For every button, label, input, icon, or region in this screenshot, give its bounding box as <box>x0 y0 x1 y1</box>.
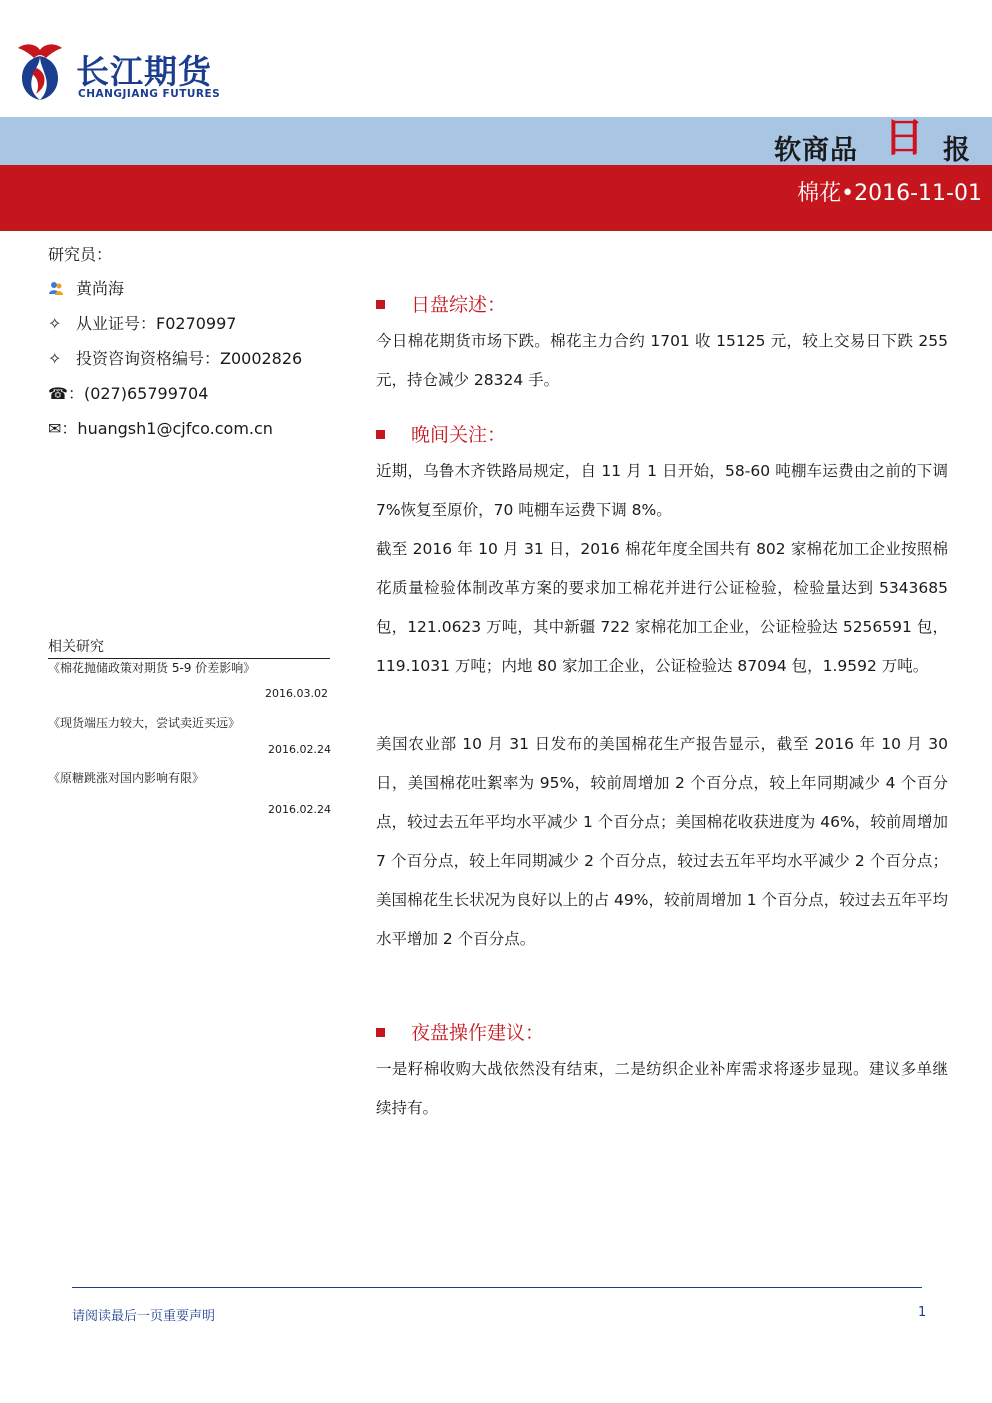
related-item-title[interactable]: 《原糖跳涨对国内影响有限》 <box>48 771 205 785</box>
diamond-star-icon: ✧ <box>48 349 62 368</box>
paragraph: 截至 2016 年 10 月 31 日，2016 棉花年度全国共有 802 家棉花加工企业按照棉花质量检验体制改革方案的要求加工棉花并进行公证检验，检验量达到 5343685 包，121.0623 万吨，其中新疆 722 家棉花加工企业，公证检验达 5256591 包，119.1031 万吨；内地 80 家加工企业，公证检验达 87094 包，1.9592 万吨。 <box>376 540 948 675</box>
envelope-icon: ✉ <box>48 419 62 438</box>
advisory-row <box>48 346 302 369</box>
researcher-name: 黄尚海 <box>76 279 125 298</box>
phone-row: ☎：(027)65799704 <box>48 384 209 403</box>
section-heading-night-advice: 夜盘操作建议： <box>376 1018 544 1045</box>
logo-english-name: CHANGJIANG FUTURES <box>78 88 221 100</box>
logo-chinese-name: 长江期货 <box>76 52 212 91</box>
people-icon <box>48 278 76 298</box>
square-bullet-icon <box>376 300 385 309</box>
square-bullet-icon <box>376 1028 385 1037</box>
phone-icon: ☎ <box>48 384 68 403</box>
diamond-star-icon: ✧ <box>48 314 62 333</box>
email-address[interactable]: huangsh1@cjfco.com.cn <box>77 419 273 438</box>
cert-row <box>48 311 236 334</box>
email-row: ✉：huangsh1@cjfco.com.cn <box>48 419 273 438</box>
report-subtitle: 棉花•2016-11-01 <box>797 181 982 206</box>
footer-divider <box>72 1287 922 1288</box>
phone-number: (027)65799704 <box>83 384 209 403</box>
paragraph: 近期，乌鲁木齐铁路局规定，自 11 月 1 日开始，58-60 吨棚车运费由之前的下调 7%恢复至原价，70 吨棚车运费下调 8%。 <box>376 462 948 519</box>
related-item-date: 2016.03.02 <box>265 687 328 700</box>
paragraph: 一是籽棉收购大战依然没有结束，二是纺织企业补库需求将逐步显现。建议多单继续持有。 <box>376 1060 948 1117</box>
paragraph: 今日棉花期货市场下跌。棉花主力合约 1701 收 15125 元，较上交易日下跌 255 元，持仓减少 28324 手。 <box>376 332 948 389</box>
company-logo <box>12 40 252 104</box>
report-title-daily: 日 <box>884 115 924 161</box>
report-title-report: 报 <box>943 135 970 166</box>
researcher-name-row <box>48 276 124 299</box>
report-title-category: 软商品 <box>774 135 858 166</box>
related-item-date: 2016.02.24 <box>268 743 331 756</box>
cert-number: 从业证号：F0270997 <box>76 314 237 333</box>
related-item-title[interactable]: 《现货端压力较大，尝试卖近买远》 <box>48 716 241 730</box>
paragraph: 美国农业部 10 月 31 日发布的美国棉花生产报告显示，截至 2016 年 10 月 30 日，美国棉花吐絮率为 95%，较前周增加 2 个百分点，较上年同期减少 4 个百分点，较过去五年平均水平减少 1 个百分点；美国棉花收获进度为 46%，较前周增加 7 个百分点，较上年同期减少 2 个百分点，较过去五年平均水平减少 2 个百分点；美国棉花生长状况为良好以上的占 49%，较前周增加 1 个百分点，较过去五年平均水平增加 2 个百分点。 <box>376 735 948 948</box>
related-item-date: 2016.02.24 <box>268 803 331 816</box>
page-number: 1 <box>918 1305 927 1320</box>
related-research-heading: 相关研究 <box>48 636 330 659</box>
footer-disclaimer-note: 请阅读最后一页重要声明 <box>72 1309 216 1324</box>
square-bullet-icon <box>376 430 385 439</box>
researcher-label: 研究员： <box>48 245 113 264</box>
advisory-number: 投资咨询资格编号：Z0002826 <box>76 349 303 368</box>
related-item-title[interactable]: 《棉花抛储政策对期货 5-9 价差影响》 <box>48 661 256 675</box>
logo-emblem-icon <box>12 40 68 104</box>
section-heading-evening-focus: 晚间关注： <box>376 420 506 447</box>
section-heading-day-session: 日盘综述： <box>376 290 506 317</box>
